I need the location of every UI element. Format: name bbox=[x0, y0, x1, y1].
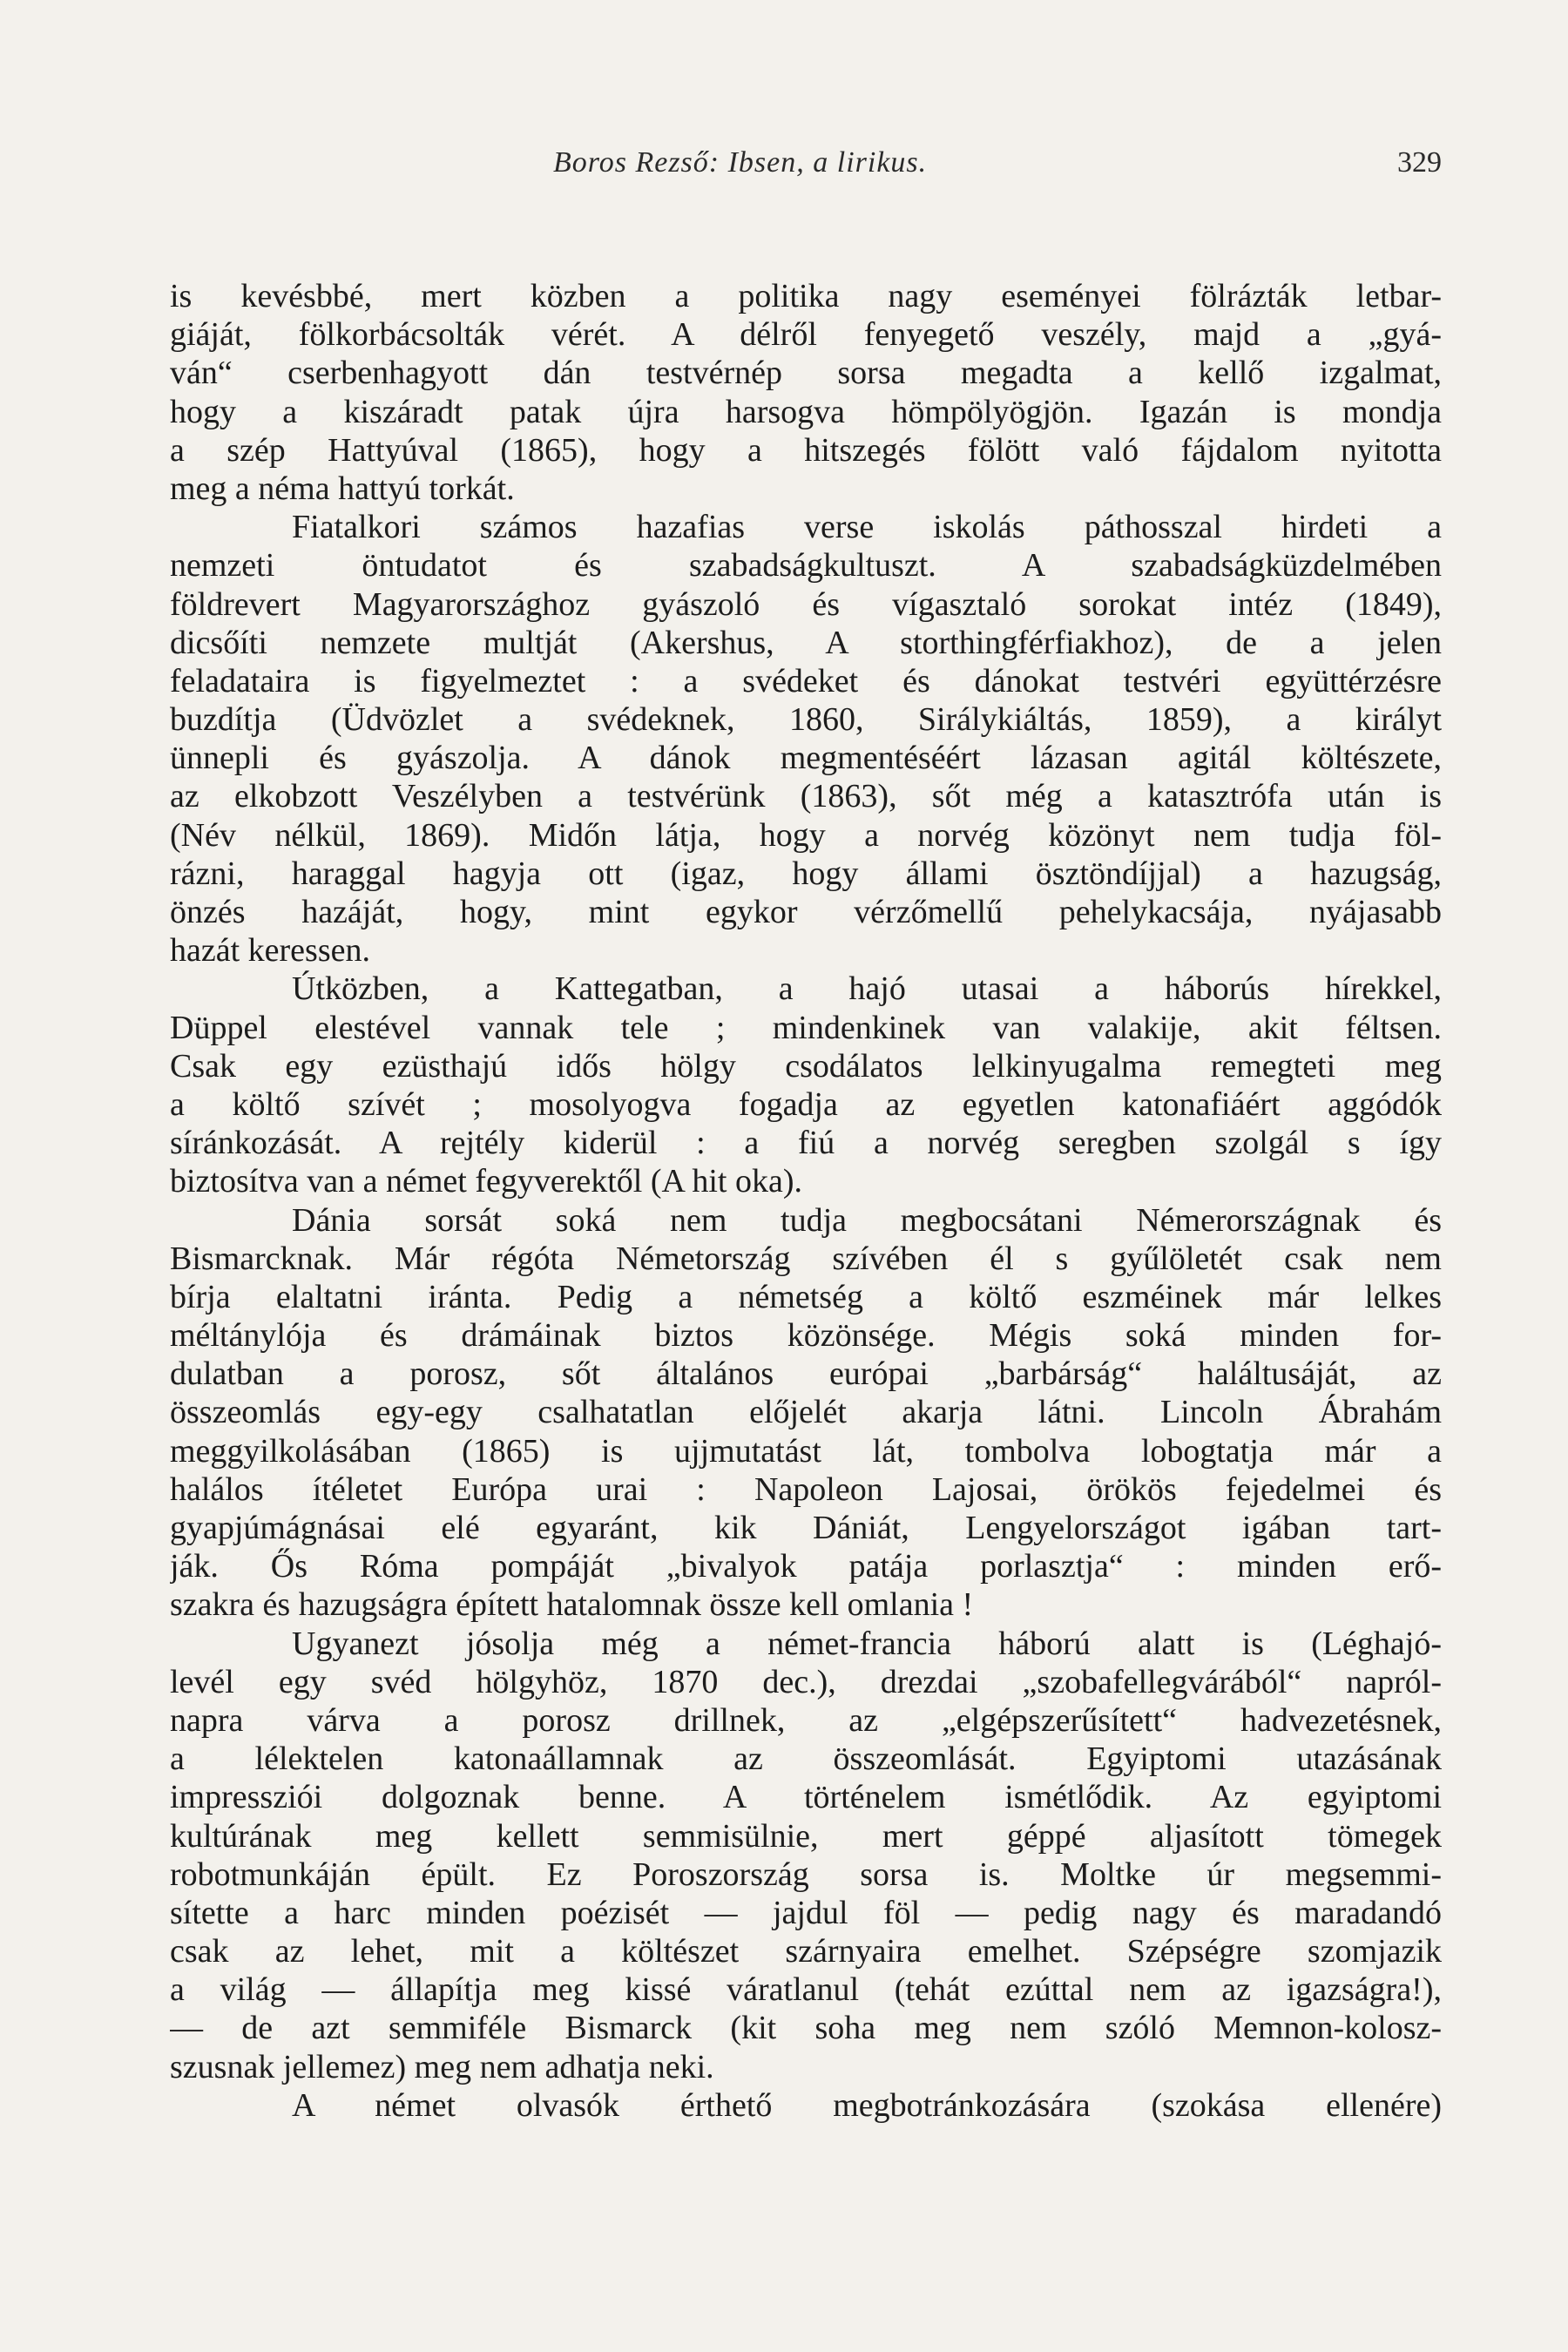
text-line: csak az lehet, mit a költészet szárnyaira emelhet. Szépségre szomjazik bbox=[170, 1933, 1442, 1970]
text-line: Dánia sorsát soká nem tudja megbocsátani Némerországnak és bbox=[292, 1201, 1442, 1239]
text-line: gyapjúmágnásai elé egyaránt, kik Dániát, Lengyelországot igában tart- bbox=[170, 1510, 1442, 1546]
text-line: bírja elaltatni iránta. Pedig a németség a költő eszméinek már lelkes bbox=[170, 1278, 1442, 1315]
text-line: — de azt semmiféle Bismarck (kit soha meg nem szóló Memnon-kolosz- bbox=[170, 2010, 1442, 2047]
text-line: Csak egy ezüsthajú idős hölgy csodálatos lelkinyugalma remegteti meg bbox=[170, 1047, 1442, 1085]
text-line: a szép Hattyúval (1865), hogy a hitszegés fölött való fájdalom nyitotta bbox=[170, 431, 1442, 469]
text-line: A német olvasók érthető megbotránkozására (szokása ellenére) bbox=[292, 2086, 1442, 2124]
text-line: ván“ cserbenhagyott dán testvérnép sorsa megadta a kellő izgalmat, bbox=[170, 355, 1442, 392]
text-line: dulatban a porosz, sőt általános európai „barbárság“ haláltusáját, az bbox=[170, 1355, 1442, 1393]
text-line: önzés hazáját, hogy, mint egykor vérzőmellű pehelykacsája, nyájasabb bbox=[170, 894, 1442, 930]
text-line: Bismarcknak. Már régóta Németország szívében él s gyűlöletét csak nem bbox=[170, 1240, 1442, 1277]
text-line: halálos ítéletet Európa urai : Napoleon Lajosai, örökös fejedelmei és bbox=[170, 1470, 1442, 1508]
text-line: ják. Ős Róma pompáját „bivalyok patája porlasztja“ : minden erő- bbox=[170, 1548, 1442, 1585]
running-head: Boros Rezső: Ibsen, a lirikus. bbox=[553, 146, 928, 179]
text-line: Útközben, a Kattegatban, a hajó utasai a háborús hírekkel, bbox=[292, 970, 1442, 1008]
page-number: 329 bbox=[1397, 146, 1442, 179]
text-line: napra várva a porosz drillnek, az „elgépszerűsített“ hadvezetésnek, bbox=[170, 1701, 1442, 1739]
text-line: az elkobzott Veszélyben a testvérünk (1863), sőt még a katasztrófa után is bbox=[170, 778, 1442, 815]
text-line: Fiatalkori számos hazafias verse iskolás páthosszal hirdeti a bbox=[292, 509, 1442, 546]
text-line: levél egy svéd hölgyhöz, 1870 dec.), drezdai „szobafellegvárából“ napról- bbox=[170, 1663, 1442, 1700]
text-line: síránkozását. A rejtély kiderül : a fiú a norvég seregben szolgál s így bbox=[170, 1125, 1442, 1162]
page-header bbox=[170, 146, 1442, 190]
text-line: földrevert Magyarországhoz gyászoló és vígasztaló sorokat intéz (1849), bbox=[170, 585, 1442, 623]
body-text bbox=[170, 277, 1442, 2125]
text-line: méltánylója és drámáinak biztos közönsége. Mégis soká minden for- bbox=[170, 1317, 1442, 1355]
text-line: robotmunkáján épült. Ez Poroszország sorsa is. Moltke úr megsemmi- bbox=[170, 1855, 1442, 1893]
text-line: meg a néma hattyú torkát. bbox=[170, 470, 515, 507]
text-line: feladataira is figyelmeztet : a svédeket és dánokat testvéri együttérzésre bbox=[170, 662, 1442, 700]
text-line: összeomlás egy-egy csalhatatlan előjelét akarja látni. Lincoln Ábrahám bbox=[170, 1394, 1442, 1431]
text-line: hazát keressen. bbox=[170, 932, 370, 970]
text-line: nemzeti öntudatot és szabadságkultuszt. A szabadságküzdelmében bbox=[170, 547, 1442, 585]
text-line: Ugyanezt jósolja még a német-francia háború alatt is (Léghajó- bbox=[292, 1625, 1442, 1662]
text-line: a világ — állapítja meg kissé váratlanul (tehát ezúttal nem az igazságra!), bbox=[170, 1971, 1442, 2009]
text-line: kultúrának meg kellett semmisülnie, mert géppé aljasított tömegek bbox=[170, 1817, 1442, 1855]
text-line: impressziói dolgoznak benne. A történelem ismétlődik. Az egyiptomi bbox=[170, 1779, 1442, 1816]
text-line: buzdítja (Üdvözlet a svédeknek, 1860, Sirálykiáltás, 1859), a királyt bbox=[170, 701, 1442, 739]
text-line: Düppel elestével vannak tele ; mindenkinek van valakije, akit féltsen. bbox=[170, 1009, 1442, 1046]
text-line: (Név nélkül, 1869). Midőn látja, hogy a norvég közönyt nem tudja föl- bbox=[170, 816, 1442, 854]
text-line: dicsőíti nemzete multját (Akershus, A storthingférfiakhoz), de a jelen bbox=[170, 624, 1442, 661]
text-line: meggyilkolásában (1865) is ujjmutatást lát, tombolva lobogtatja már a bbox=[170, 1432, 1442, 1470]
text-line: sítette a harc minden poézisét — jajdul föl — pedig nagy és maradandó bbox=[170, 1894, 1442, 1931]
text-line: ünnepli és gyászolja. A dánok megmentéséért lázasan agitál költészete, bbox=[170, 740, 1442, 777]
text-line: szusnak jellemez) meg nem adhatja neki. bbox=[170, 2048, 714, 2085]
text-line: a lélektelen katonaállamnak az összeomlását. Egyiptomi utazásának bbox=[170, 1740, 1442, 1778]
text-line: is kevésbbé, mert közben a politika nagy eseményei fölrázták letbar- bbox=[170, 278, 1442, 314]
text-line: hogy a kiszáradt patak újra harsogva hömpölyögjön. Igazán is mondja bbox=[170, 393, 1442, 430]
text-line: szakra és hazugságra épített hatalomnak össze kell omlania ! bbox=[170, 1586, 974, 1624]
text-line: a költő szívét ; mosolyogva fogadja az egyetlen katonafiáért aggódók bbox=[170, 1085, 1442, 1123]
text-line: rázni, haraggal hagyja ott (igaz, hogy állami ösztöndíjjal) a hazugság, bbox=[170, 855, 1442, 892]
text-line: giáját, fölkorbácsolták vérét. A délről fenyegető veszély, majd a „gyá- bbox=[170, 316, 1442, 354]
text-line: biztosítva van a német fegyverektől (A hit oka). bbox=[170, 1163, 802, 1200]
